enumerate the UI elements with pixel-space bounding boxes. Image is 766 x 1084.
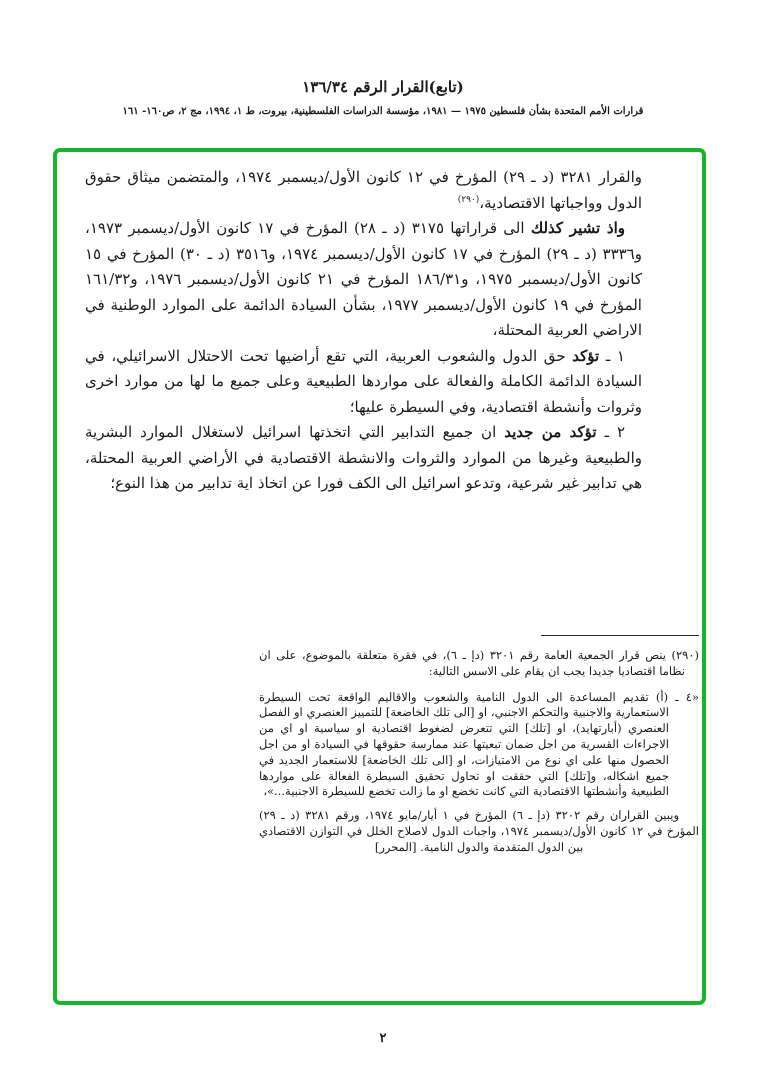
operative-paragraph-2 [85, 420, 642, 497]
paragraph-text: حق الدول والشعوب العربية، التي تقع أراضيها تحت الاحتلال الاسرائيلي، في السيادة الدائمة الكاملة والفعالة على مواردها الطبيعية وعلى جميع ما لها من موارد اخرى وثروات وأنشطة اقتصادية، وفي السيطرة عليها؛ [85, 346, 642, 416]
green-border-frame [53, 148, 706, 1005]
paragraph-number: ١ ـ [605, 346, 625, 365]
footnote-separator-rule [541, 635, 699, 636]
page-number: ٢ [379, 1031, 387, 1046]
footnote-reference-290: (٢٩٠) [457, 194, 480, 205]
source-citation-line: قرارات الأمم المتحدة بشأن فلسطين ١٩٧٥ — ١٩٨١، مؤسسة الدراسات الفلسطينية، بيروت، ط ١، ١٩٩٤، مج ٢، ص١٦٠- ١٦١ [122, 106, 644, 117]
footnote-290-intro [259, 648, 699, 680]
footnote-number-label: (٢٩٠) [671, 648, 699, 662]
footnote-block [259, 648, 699, 856]
paragraph-text: الى قراراتها ٣١٧٥ (د ـ ٢٨) المؤرخ في ١٧ كانون الأول/ديسمبر ١٩٧٣، و٣٣٣٦ (د ـ ٢٩) المؤرخ في ١٧ كانون الأول/ديسمبر ١٩٧٤، و٣٥١٦ (د ـ ٣٠) المؤرخ في ١٥ كانون الأول/ديسمبر ١٩٧٥، و١٨٦/٣١ المؤرخ في ٢١ كانون الأول/ديسمبر ١٩٧٦، و١٦١/٣٢ المؤرخ في ١٩ كانون الأول/ديسمبر ١٩٧٧، بشأن السيادة الدائمة على الموارد الوطنية في الاراضي العربية المحتلة، [85, 219, 642, 339]
resolution-body [85, 165, 642, 497]
paragraph-text: والقرار ٣٢٨١ (د ـ ٢٩) المؤرخ في ١٢ كانون الأول/ديسمبر ١٩٧٤، والمتضمن ميثاق حقوق الدول وواجباتها الاقتصادية، [85, 168, 642, 212]
operative-lead-phrase: تؤكد [572, 346, 600, 365]
resolution-title: (تابع)القرار الرقم ١٣٦/٣٤ [302, 78, 464, 96]
preambular-lead-phrase: واذ تشير كذلك [530, 219, 625, 237]
footnote-290-editor-note: ويبين القراران رقم ٣٢٠٢ (دإ ـ ٦) المؤرخ في ١ أيار/مايو ١٩٧٤، ورقم ٣٢٨١ (د ـ ٢٩) المؤرخ في ١٢ كانون الأول/ديسمبر ١٩٧٤، واجبات الدول لاصلاح الخلل في التوازن الاقتصادي بين الدول المتقدمة والدول النامية. [المحرر] [259, 808, 699, 854]
footnote-intro-text: ينص قرار الجمعية العامة رقم ٣٢٠١ (دإ ـ ٦)، في فقرة متعلقة بالموضوع، على ان نظاما اقتصاديا جديدا يجب ان يقام على الاسس التالية: [259, 648, 685, 678]
paragraph-text: ان جميع التدابير التي اتخذتها اسرائيل لاستغلال الموارد البشرية والطبيعية وغيرها من الموارد والثروات والانشطة الاقتصادية في الأراضي العربية المحتلة، هي تدابير غير شرعية، وتدعو اسرائيل الى الكف فورا عن اتخاذ اية تدابير من هذا النوع؛ [85, 423, 642, 492]
preamble-paragraph-1 [85, 165, 642, 216]
paragraph-number: ٢ ـ [604, 423, 625, 441]
page-header [0, 78, 766, 117]
preamble-paragraph-2 [85, 216, 642, 344]
operative-paragraph-1 [85, 344, 642, 421]
operative-lead-phrase: تؤكد من جديد [504, 423, 597, 441]
footnote-290-quotation: «٤ ـ (أ) تقديم المساعدة الى الدول النامية والشعوب والاقاليم الواقعة تحت السيطرة الاستعمارية والاجنبية والتحكم الاجنبي، او [الى تلك الخاضعة] للتمييز العنصري او الفصل العنصري (أبارتهايد)، او [تلك] التي تتعرض لضغوط اقتصادية او سياسية او اي من الاجراءات القسرية من اجل ضمان تبعيتها عند ممارسة حقوقها في السيادة او من اجل الحصول منها على اي نوع من الامتيازات، او [الى تلك الخاضعة] للاستعمار الجديد في جميع اشكاله، و[تلك] التي حققت او تحاول تحقيق السيطرة الفعالة على مواردها الطبيعية وأنشطتها الاقتصادية التي كانت تخضع او ما زالت تخضع للسيطرة الاجنبية...»، [259, 689, 699, 799]
